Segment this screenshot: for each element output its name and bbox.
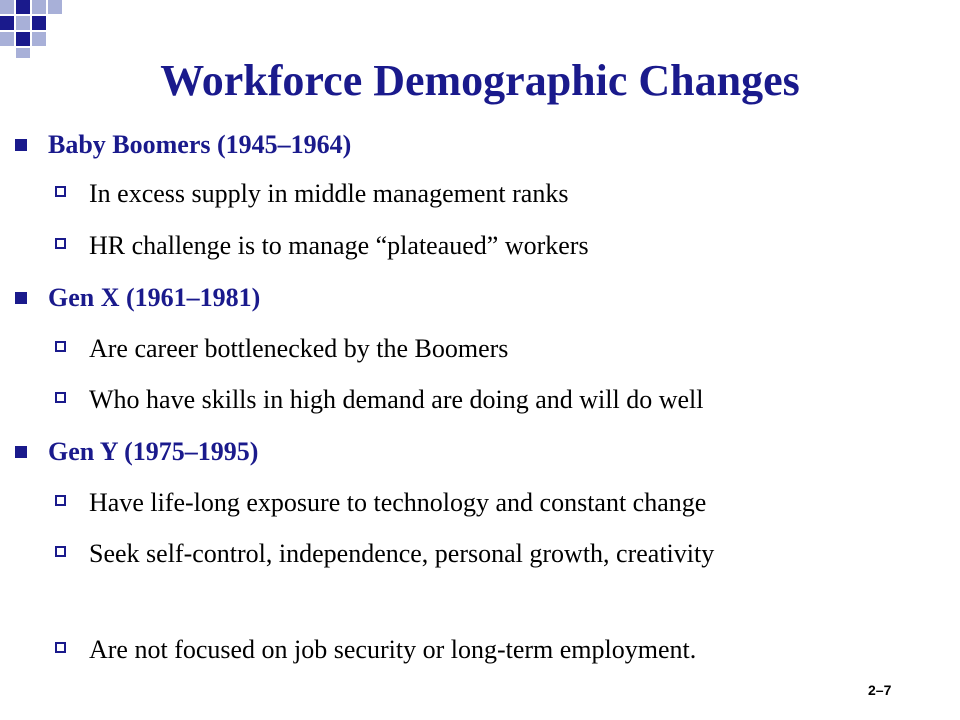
section-heading-baby-boomers [48,130,351,160]
square-bullet-icon [15,292,27,304]
list-item-text: Are not focused on job security or long-term employment. [89,635,697,664]
page-number: 2–7 [868,682,892,698]
list-item-text: In excess supply in middle management ranks [89,179,569,208]
section-heading-text: Gen X (1961–1981) [48,283,261,312]
hollow-square-bullet-icon [55,238,66,249]
hollow-square-bullet-icon [55,546,66,557]
list-item [89,486,949,520]
hollow-square-bullet-icon [55,495,66,506]
list-item [89,332,949,366]
section-heading-text: Gen Y (1975–1995) [48,437,259,466]
hollow-square-bullet-icon [55,341,66,352]
hollow-square-bullet-icon [55,392,66,403]
section-heading-text: Baby Boomers (1945–1964) [48,130,352,159]
list-item-text: Who have skills in high demand are doing and will do well [89,385,704,414]
hollow-square-bullet-icon [55,642,66,653]
list-item [89,177,949,211]
list-item-text: Seek self-control, independence, personal growth, creativity [89,539,715,568]
list-item-text: HR challenge is to manage “plateaued” workers [89,231,589,260]
square-bullet-icon [15,446,27,458]
list-item-text: Have life-long exposure to technology and constant change [89,488,707,517]
list-item-text: Are career bottlenecked by the Boomers [89,334,509,363]
list-item [89,633,949,667]
slide-title: Workforce Demographic Changes [160,56,800,105]
list-item [89,537,829,571]
section-heading-gen-y [48,437,258,467]
list-item [89,383,949,417]
section-heading-gen-x [48,283,260,313]
square-bullet-icon [15,139,27,151]
hollow-square-bullet-icon [55,186,66,197]
list-item [89,229,949,263]
